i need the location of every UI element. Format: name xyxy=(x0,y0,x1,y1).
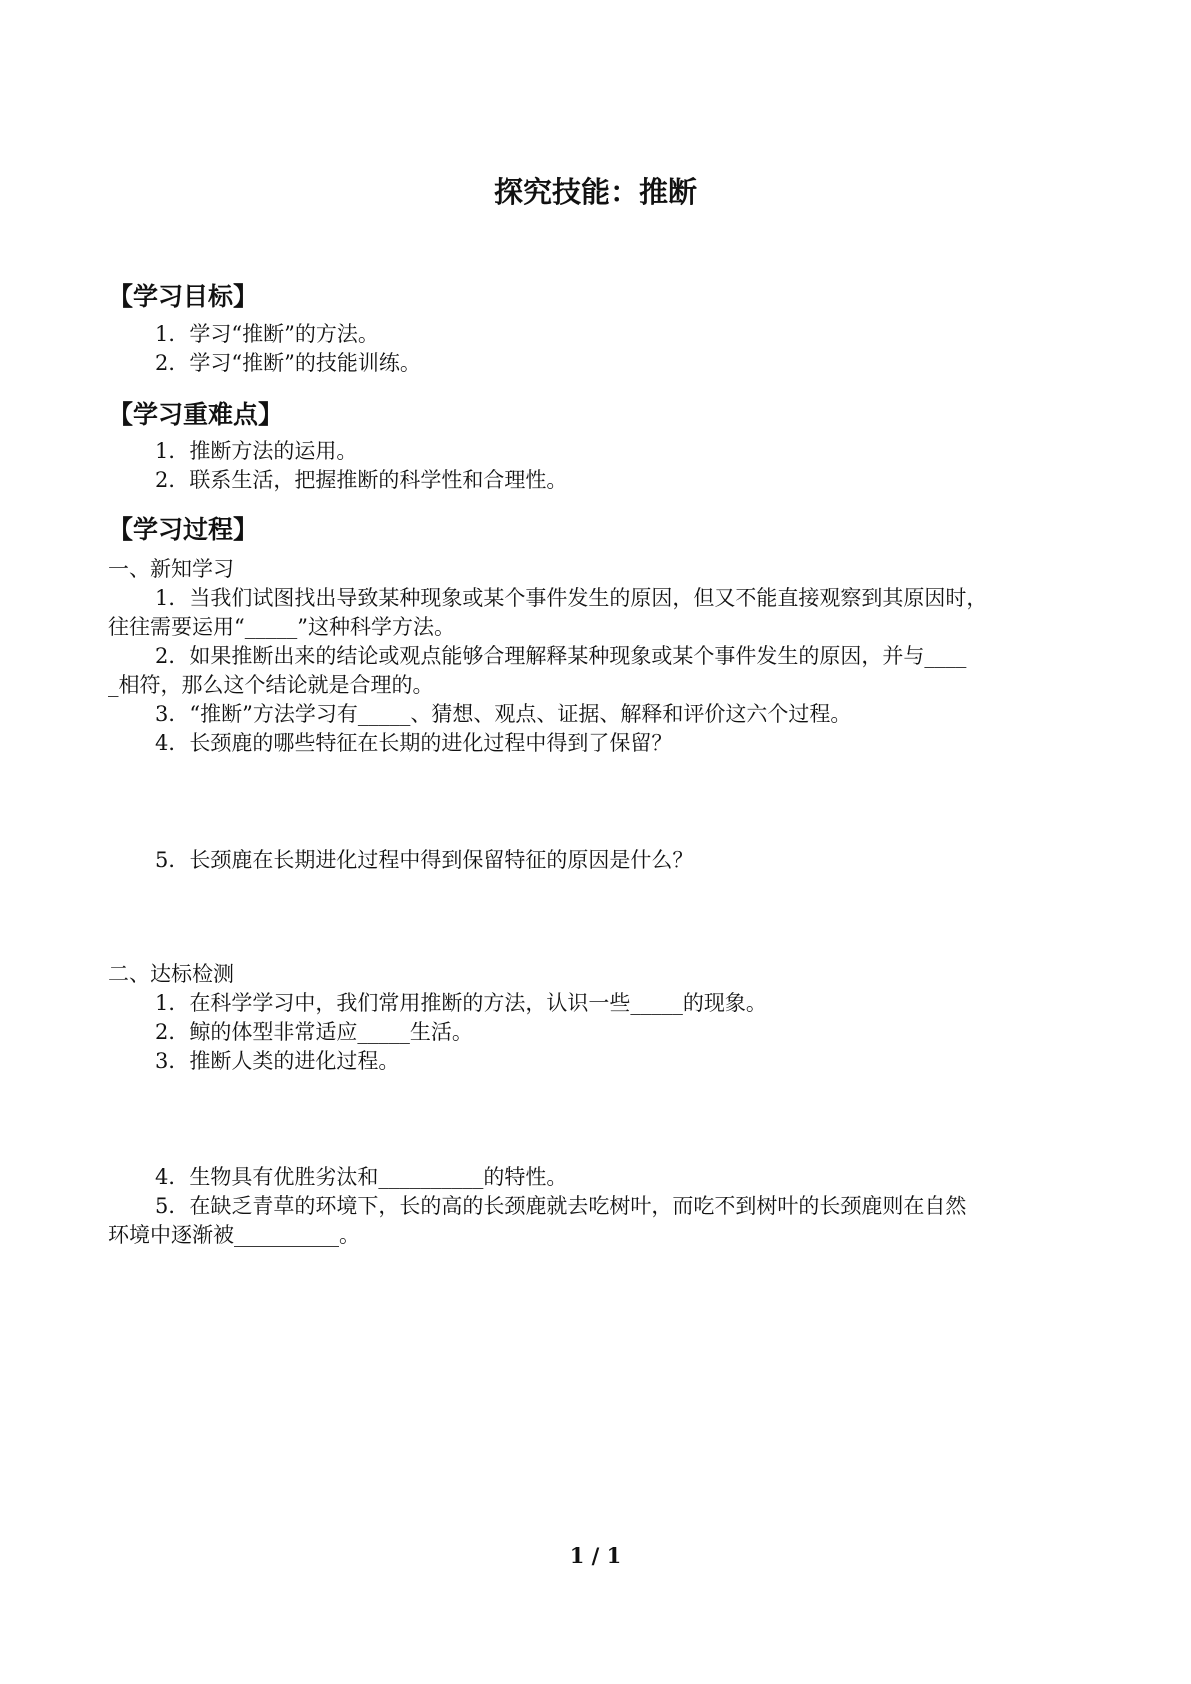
part1-heading: 一、新知学习 xyxy=(108,557,234,581)
part1-q3: 3．“推断”方法学习有_____、猜想、观点、证据、解释和评价这六个过程。 xyxy=(155,702,852,726)
part2-q4: 4．生物具有优胜劣汰和__________的特性。 xyxy=(155,1165,568,1189)
part2-q5-line2: 环境中逐渐被__________。 xyxy=(108,1223,360,1247)
part2-q1: 1．在科学学习中，我们常用推断的方法，认识一些_____的现象。 xyxy=(155,991,767,1015)
part2-heading: 二、达标检测 xyxy=(108,962,234,986)
part1-q5: 5．长颈鹿在长期进化过程中得到保留特征的原因是什么？ xyxy=(155,848,694,872)
part1-q2-line2: _相符，那么这个结论就是合理的。 xyxy=(108,673,434,697)
part2-q5-line1: 5．在缺乏青草的环境下，长的高的长颈鹿就去吃树叶，而吃不到树叶的长颈鹿则在自然 xyxy=(155,1194,967,1218)
keypoint-item-1: 1．推断方法的运用。 xyxy=(155,439,358,463)
part1-q1-line1: 1．当我们试图找出导致某种现象或某个事件发生的原因，但又不能直接观察到其原因时， xyxy=(155,586,988,610)
process-heading: 【学习过程】 xyxy=(108,515,259,544)
part2-q3: 3．推断人类的进化过程。 xyxy=(155,1049,400,1073)
keypoints-heading: 【学习重难点】 xyxy=(108,400,284,429)
page-number: 1 / 1 xyxy=(569,1543,622,1568)
part1-q2-line1: 2．如果推断出来的结论或观点能够合理解释某种现象或某个事件发生的原因，并与____ xyxy=(155,644,967,668)
goal-item-2: 2．学习“推断”的技能训练。 xyxy=(155,351,421,375)
part1-q4: 4．长颈鹿的哪些特征在长期的进化过程中得到了保留？ xyxy=(155,731,673,755)
goal-item-1: 1．学习“推断”的方法。 xyxy=(155,322,379,346)
part2-q2: 2．鲸的体型非常适应_____生活。 xyxy=(155,1020,473,1044)
part1-q1-line2: 往往需要运用“_____”这种科学方法。 xyxy=(108,615,455,639)
page-title: 探究技能：推断 xyxy=(493,175,697,209)
goals-heading: 【学习目标】 xyxy=(108,282,259,311)
keypoint-item-2: 2．联系生活，把握推断的科学性和合理性。 xyxy=(155,468,568,492)
